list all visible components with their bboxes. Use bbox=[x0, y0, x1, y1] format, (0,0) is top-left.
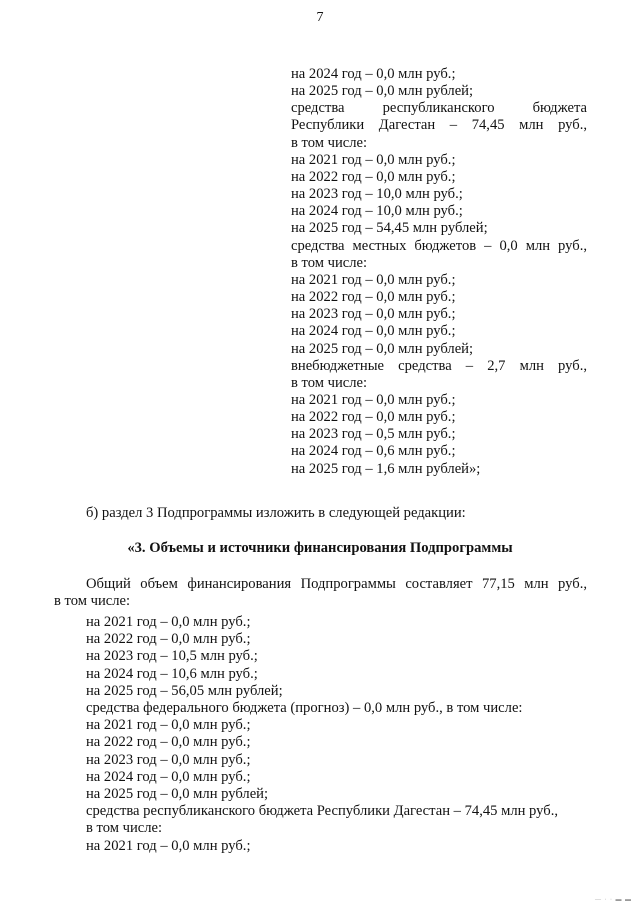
funding-by-year-list bbox=[86, 614, 586, 855]
funding-line: на 2022 год – 0,0 млн руб.; bbox=[291, 289, 456, 306]
funding-line: на 2022 год – 0,0 млн руб.; bbox=[291, 409, 456, 426]
funding-line: на 2024 год – 10,0 млн руб.; bbox=[291, 203, 463, 220]
funding-line: на 2021 год – 0,0 млн руб.; bbox=[86, 614, 251, 630]
page-number: 7 bbox=[316, 10, 324, 25]
funding-line: на 2025 год – 56,05 млн рублей; bbox=[86, 682, 283, 699]
funding-line: на 2025 год – 0,0 млн рублей; bbox=[291, 340, 474, 357]
funding-line: на 2024 год – 0,0 млн руб.; bbox=[86, 768, 251, 785]
funding-line: на 2025 год – 54,45 млн рублей; bbox=[291, 220, 488, 237]
funding-line: средства местных бюджетов – 0,0 млн руб., bbox=[291, 237, 587, 254]
funding-line: на 2021 год – 0,0 млн руб.; bbox=[86, 837, 251, 854]
funding-line: на 2024 год – 0,0 млн руб.; bbox=[291, 323, 456, 340]
section-intro bbox=[54, 576, 587, 610]
funding-line: на 2022 год – 0,0 млн руб.; bbox=[86, 734, 251, 751]
funding-line: на 2024 год – 0,0 млн руб.; bbox=[291, 66, 456, 82]
section-heading: «3. Объемы и источники финансирования Подпрограммы bbox=[127, 540, 513, 556]
funding-line: на 2023 год – 0,5 млн руб.; bbox=[291, 426, 456, 443]
funding-line: на 2022 год – 0,0 млн руб.; bbox=[86, 631, 251, 648]
funding-line: на 2022 год – 0,0 млн руб.; bbox=[291, 168, 456, 185]
funding-line: на 2024 год – 10,6 млн руб.; bbox=[86, 665, 258, 682]
funding-line: на 2024 год – 0,6 млн руб.; bbox=[291, 443, 456, 460]
funding-line: в том числе: bbox=[291, 374, 368, 391]
funding-line: на 2023 год – 10,0 млн руб.; bbox=[291, 186, 463, 203]
funding-line: на 2025 год – 1,6 млн рублей»; bbox=[291, 460, 481, 477]
funding-line: на 2021 год – 0,0 млн руб.; bbox=[86, 717, 251, 734]
funding-line: средства республиканского бюджета Республики Дагестан – 74,45 млн руб., bbox=[86, 803, 558, 820]
funding-line: на 2025 год – 0,0 млн рублей; bbox=[86, 786, 269, 803]
funding-line: на 2023 год – 0,0 млн руб.; bbox=[86, 751, 251, 768]
funding-line: в том числе: bbox=[291, 134, 368, 151]
funding-line: на 2021 год – 0,0 млн руб.; bbox=[291, 271, 456, 288]
funding-line: на 2021 год – 0,0 млн руб.; bbox=[291, 391, 456, 408]
amendment-item-b: б) раздел 3 Подпрограммы изложить в следующей редакции: bbox=[86, 505, 466, 521]
funding-line: на 2023 год – 0,0 млн руб.; bbox=[291, 306, 456, 323]
intro-line-2: в том числе: bbox=[54, 593, 131, 609]
funding-line: на 2021 год – 0,0 млн руб.; bbox=[291, 151, 456, 168]
funding-line: на 2025 год – 0,0 млн рублей; bbox=[291, 83, 474, 100]
funding-line: средства федерального бюджета (прогноз) – 0,0 млн руб., в том числе: bbox=[86, 700, 523, 717]
funding-line: внебюджетные средства – 2,7 млн руб., bbox=[291, 357, 587, 374]
footer-scan-mark: — · · ▬ ▬ bbox=[595, 897, 632, 903]
intro-line-1: Общий объем финансирования Подпрограммы составляет 77,15 млн руб., bbox=[86, 576, 587, 592]
funding-line: средства республиканского бюджета bbox=[291, 100, 587, 117]
funding-sources-continuation bbox=[291, 66, 587, 478]
funding-line: Республики Дагестан – 74,45 млн руб., bbox=[291, 117, 587, 134]
funding-line: на 2023 год – 10,5 млн руб.; bbox=[86, 648, 258, 665]
funding-line: в том числе: bbox=[86, 820, 163, 837]
funding-line: в том числе: bbox=[291, 254, 368, 271]
